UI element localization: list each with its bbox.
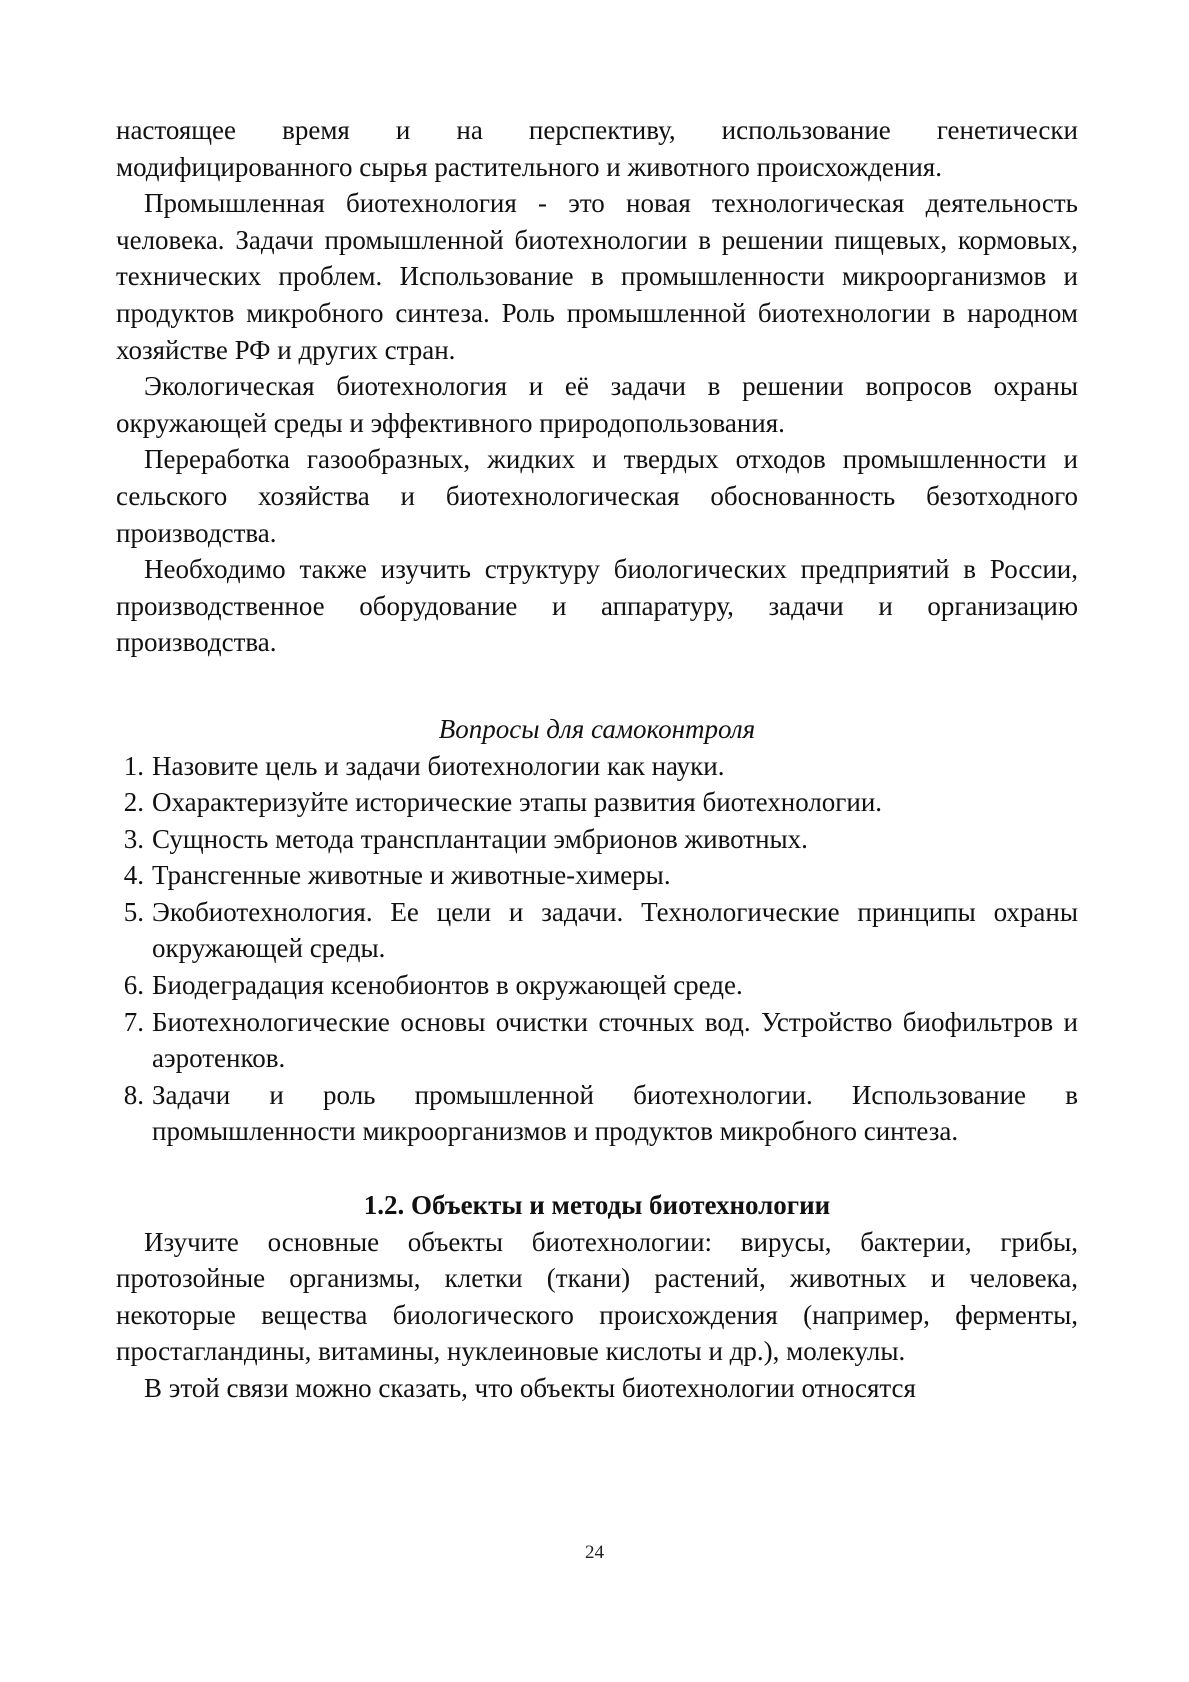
- question-number: 6.: [123, 970, 144, 1001]
- page-number: 24: [585, 1542, 604, 1563]
- question-item: [116, 784, 1078, 821]
- paragraph-industrial-biotechnology: Промышленная биотехнология - это новая технологическая деятельность человека. Задачи промышленной биотехнологии в решении пищевых, кормовых, технических проблем. Использование в промышленности микроорганизмов и продуктов микробного синтеза. Роль промышленной биотехнологии в народном хозяйстве РФ и других стран.: [116, 188, 1078, 365]
- questions-list: [116, 748, 1078, 1151]
- question-item: [116, 821, 1078, 858]
- question-item: [116, 967, 1078, 1004]
- paragraph-ecological-biotechnology: Экологическая биотехнология и её задачи в решении вопросов охраны окружающей среды и эффективного природопользования.: [116, 371, 1078, 438]
- question-text: Биотехнологические основы очистки сточных вод. Устройство биофильтров и аэротенков.: [152, 1006, 1078, 1074]
- question-number: 8.: [123, 1079, 144, 1110]
- paragraph-biotech-objects: Изучите основные объекты биотехнологии: вирусы, бактерии, грибы, протозойные организмы, клетки (ткани) растений, животных и человека, некоторые вещества биологического происхождения (например, ферменты, простагландины, витамины, нуклеиновые кислоты и др.), молекулы.: [116, 1226, 1078, 1367]
- question-number: 4.: [123, 860, 144, 891]
- question-text: Сущность метода трансплантации эмбрионов животных.: [152, 823, 808, 854]
- paragraph-waste-processing: Переработка газообразных, жидких и твердых отходов промышленности и сельского хозяйства и биотехнологическая обоснованность безотходного производства.: [116, 444, 1078, 548]
- question-item: [116, 857, 1078, 894]
- question-number: 5.: [123, 896, 144, 927]
- questions-heading: Вопросы для самоконтроля: [438, 713, 756, 744]
- question-item: [116, 894, 1078, 967]
- paragraph-objects-classification: В этой связи можно сказать, что объекты биотехнологии относятся: [144, 1373, 916, 1403]
- question-text: Задачи и роль промышленной биотехнологии. Использование в промышленности микроорганизмов и продуктов микробного синтеза.: [152, 1079, 1078, 1147]
- page-content: [116, 112, 1078, 1407]
- question-text: Экобиотехнология. Ее цели и задачи. Технологические принципы охраны окружающей среды.: [152, 896, 1078, 964]
- paragraph-genetic-raw-materials: настоящее время и на перспективу, использование генетически модифицированного сырья растительного и животного происхождения.: [116, 115, 1078, 182]
- question-item: [116, 1004, 1078, 1077]
- question-number: 7.: [123, 1006, 144, 1037]
- question-number: 2.: [123, 787, 144, 818]
- question-number: 1.: [123, 750, 144, 781]
- question-text: Охарактеризуйте исторические этапы развития биотехнологии.: [152, 787, 883, 818]
- question-number: 3.: [123, 823, 144, 854]
- paragraph-enterprise-structure: Необходимо также изучить структуру биологических предприятий в России, производственное оборудование и аппаратуру, задачи и организацию производства.: [116, 554, 1078, 658]
- question-item: [116, 1077, 1078, 1150]
- question-item: [116, 748, 1078, 785]
- section-heading: 1.2. Объекты и методы биотехнологии: [363, 1190, 831, 1221]
- question-text: Трансгенные животные и животные-химеры.: [152, 860, 671, 891]
- question-text: Назовите цель и задачи биотехнологии как науки.: [152, 750, 725, 781]
- question-text: Биодеградация ксенобионтов в окружающей среде.: [152, 970, 743, 1001]
